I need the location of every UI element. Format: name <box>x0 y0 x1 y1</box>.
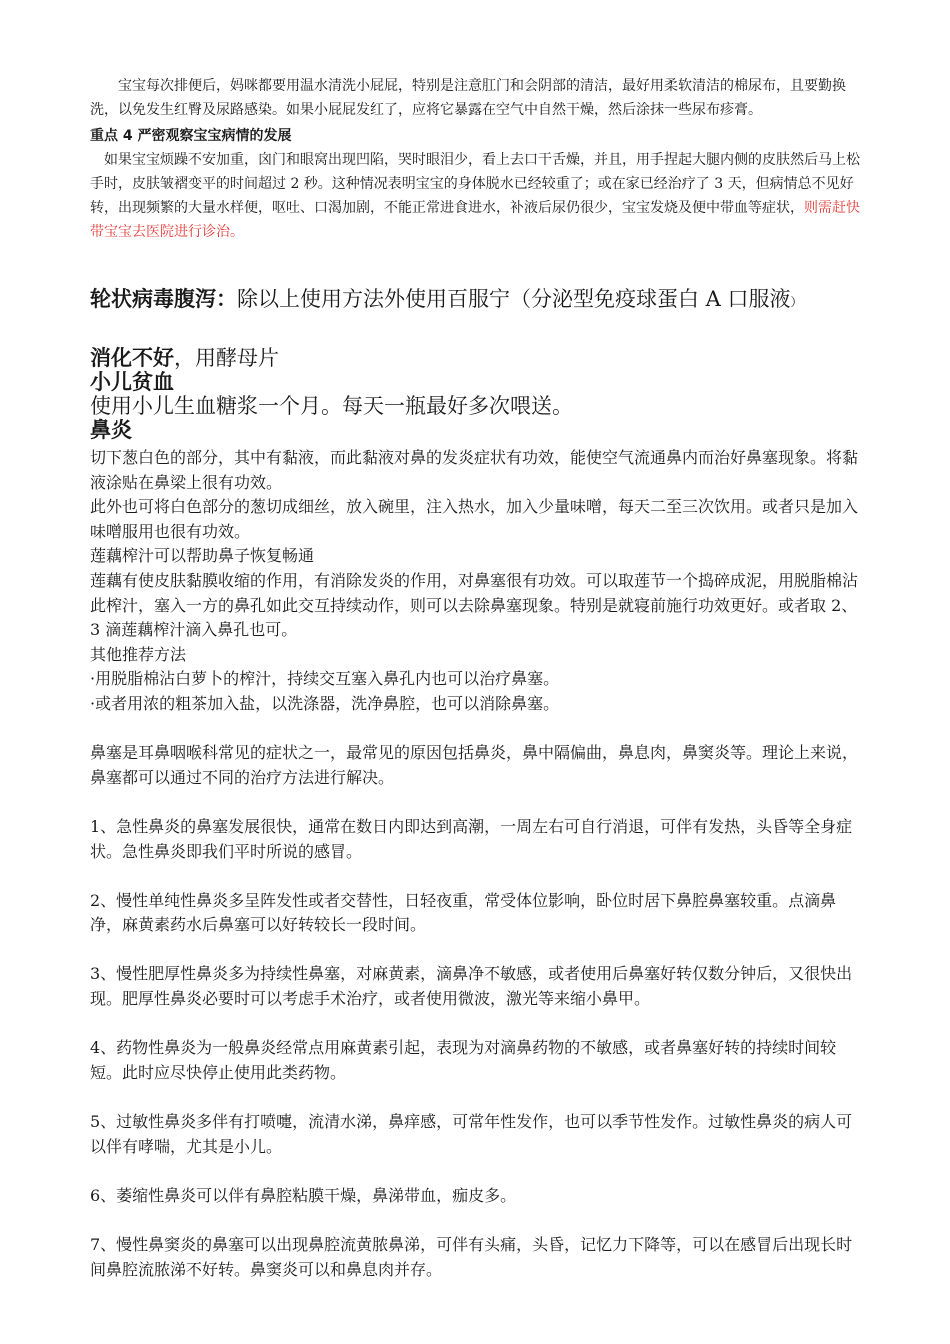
spacer <box>90 864 865 889</box>
section-heading-4: 重点 4 严密观察宝宝病情的发展 <box>90 128 292 144</box>
baby-care-section <box>90 74 860 244</box>
rhinitis-type-item: 1、急性鼻炎的鼻塞发展很快，通常在数日内即达到高潮，一周左右可自行消退，可伴有发热，头昏等全身症状。急性鼻炎即我们平时所说的感冒。 <box>90 816 853 861</box>
hospital-warning: 则需赶快带宝宝去医院进行诊治。 <box>90 200 860 240</box>
remedy-paragraph: 其他推荐方法 <box>90 644 187 664</box>
observation-text: 如果宝宝烦躁不安加重，囟门和眼窝出现凹陷，哭时眼泪少，看上去口干舌燥，并且，用手捏起大腿内侧的皮肤然后马上松手时，皮肤皱褶变平的时间超过 2 秒。这种情况表明宝宝的身体脱水已经较重了；或在家已经治疗了 3 天，但病情总不见好转，出现频繁的大量水样便，呕吐、口渴加剧，不能正常进食进水，补液后尿仍很少，宝宝发烧及便中带血等症状， <box>90 152 860 216</box>
spacer <box>90 790 865 815</box>
digestion-title: 消化不好 <box>90 346 174 370</box>
rotavirus-section <box>90 284 865 317</box>
rotavirus-tail: ） <box>790 295 803 309</box>
rhinitis-type-item: 5、过敏性鼻炎多伴有打喷嚏，流清水涕，鼻痒感，可常年性发作，也可以季节性发作。过敏性鼻炎的病人可以伴有哮喘，尤其是小儿。 <box>90 1112 853 1156</box>
spacer <box>90 1012 865 1037</box>
anemia-title: 小儿贫血 <box>90 370 174 394</box>
spacer <box>90 717 865 742</box>
remedy-paragraph: ·或者用浓的粗茶加入盐，以洗涤器，洗净鼻腔，也可以消除鼻塞。 <box>90 693 560 713</box>
digestion-text: ，用酵母片 <box>174 346 279 370</box>
remedy-paragraph: 切下葱白色的部分，其中有黏液，而此黏液对鼻的发炎症状有功效，能使空气流通鼻内而治好鼻塞现象。将黏液涂贴在鼻梁上很有功效。 <box>90 448 859 492</box>
spacer <box>90 1159 865 1184</box>
remedy-paragraph: ·用脱脂棉沾白萝卜的榨汁，持续交互塞入鼻孔内也可以治疗鼻塞。 <box>90 669 560 689</box>
rhinitis-type-item: 2、慢性单纯性鼻炎多呈阵发性或者交替性，日轻夜重，常受体位影响，卧位时居下鼻腔鼻塞较重。点滴鼻净，麻黄素药水后鼻塞可以好转较长一段时间。 <box>90 890 837 935</box>
anemia-text: 使用小儿生血糖浆一个月。每天一瓶最好多次喂送。 <box>90 394 573 418</box>
nasal-congestion-intro: 鼻塞是耳鼻咽喉科常见的症状之一，最常见的原因包括鼻炎，鼻中隔偏曲，鼻息肉，鼻窦炎等。理论上来说，鼻塞都可以通过不同的治疗方法进行解决。 <box>90 743 859 787</box>
rhinitis-type-item: 6、萎缩性鼻炎可以伴有鼻腔粘膜干燥，鼻涕带血，痂皮多。 <box>90 1185 517 1205</box>
digestion-line <box>90 346 865 370</box>
rhinitis-type-item: 7、慢性鼻窦炎的鼻塞可以出现鼻腔流黄脓鼻涕，可伴有头痛，头昏，记忆力下降等，可以在感冒后出现长时间鼻腔流脓涕不好转。鼻窦炎可以和鼻息肉并存。 <box>90 1235 853 1279</box>
rhinitis-section <box>90 446 865 1282</box>
remedy-paragraph: 莲藕榨汁可以帮助鼻子恢复畅通 <box>90 546 315 566</box>
misc-section <box>90 346 865 442</box>
rhinitis-type-item: 4、药物性鼻炎为一般鼻炎经常点用麻黄素引起，表现为对滴鼻药物的不敏感，或者鼻塞好转的持续时间较短。此时应尽快停止使用此类药物。 <box>90 1038 837 1082</box>
spacer <box>90 938 865 963</box>
remedy-paragraph: 此外也可将白色部分的葱切成细丝，放入碗里，注入热水，加入少量味噌，每天二至三次饮用。或者只是加入味噌服用也很有功效。 <box>90 497 859 541</box>
baby-observation-paragraph <box>90 148 860 244</box>
baby-cleaning-paragraph: 宝宝每次排便后，妈咪都要用温水清洗小屁屁，特别是注意肛门和会阴部的清洁，最好用柔软清洁的棉尿布，且要勤换洗，以免发生红臀及尿路感染。如果小屁屁发红了，应将它暴露在空气中自然干燥，然后涂抹一些尿布疹膏。 <box>90 78 846 118</box>
remedy-paragraph: 莲藕有使皮肤黏膜收缩的作用，有消除发炎的作用，对鼻塞很有功效。可以取莲节一个捣碎成泥，用脱脂棉沾此榨汁，塞入一方的鼻孔如此交互持续动作，则可以去除鼻塞现象。特别是就寝前施行功效更好。或者取 2、3 滴莲藕榨汁滴入鼻孔也可。 <box>90 570 859 640</box>
rhinitis-type-item: 3、慢性肥厚性鼻炎多为持续性鼻塞，对麻黄素，滴鼻净不敏感，或者使用后鼻塞好转仅数分钟后，又很快出现。肥厚性鼻炎必要时可以考虑手术治疗，或者使用微波，激光等来缩小鼻甲。 <box>90 964 853 1009</box>
rotavirus-title: 轮状病毒腹泻： <box>90 287 237 311</box>
rotavirus-paragraph <box>90 284 865 317</box>
spacer <box>90 1208 865 1233</box>
rhinitis-title: 鼻炎 <box>90 418 132 442</box>
rotavirus-text: 除以上使用方法外使用百服宁（分泌型免疫球蛋白 A 口服液 <box>237 287 791 311</box>
spacer <box>90 1085 865 1110</box>
